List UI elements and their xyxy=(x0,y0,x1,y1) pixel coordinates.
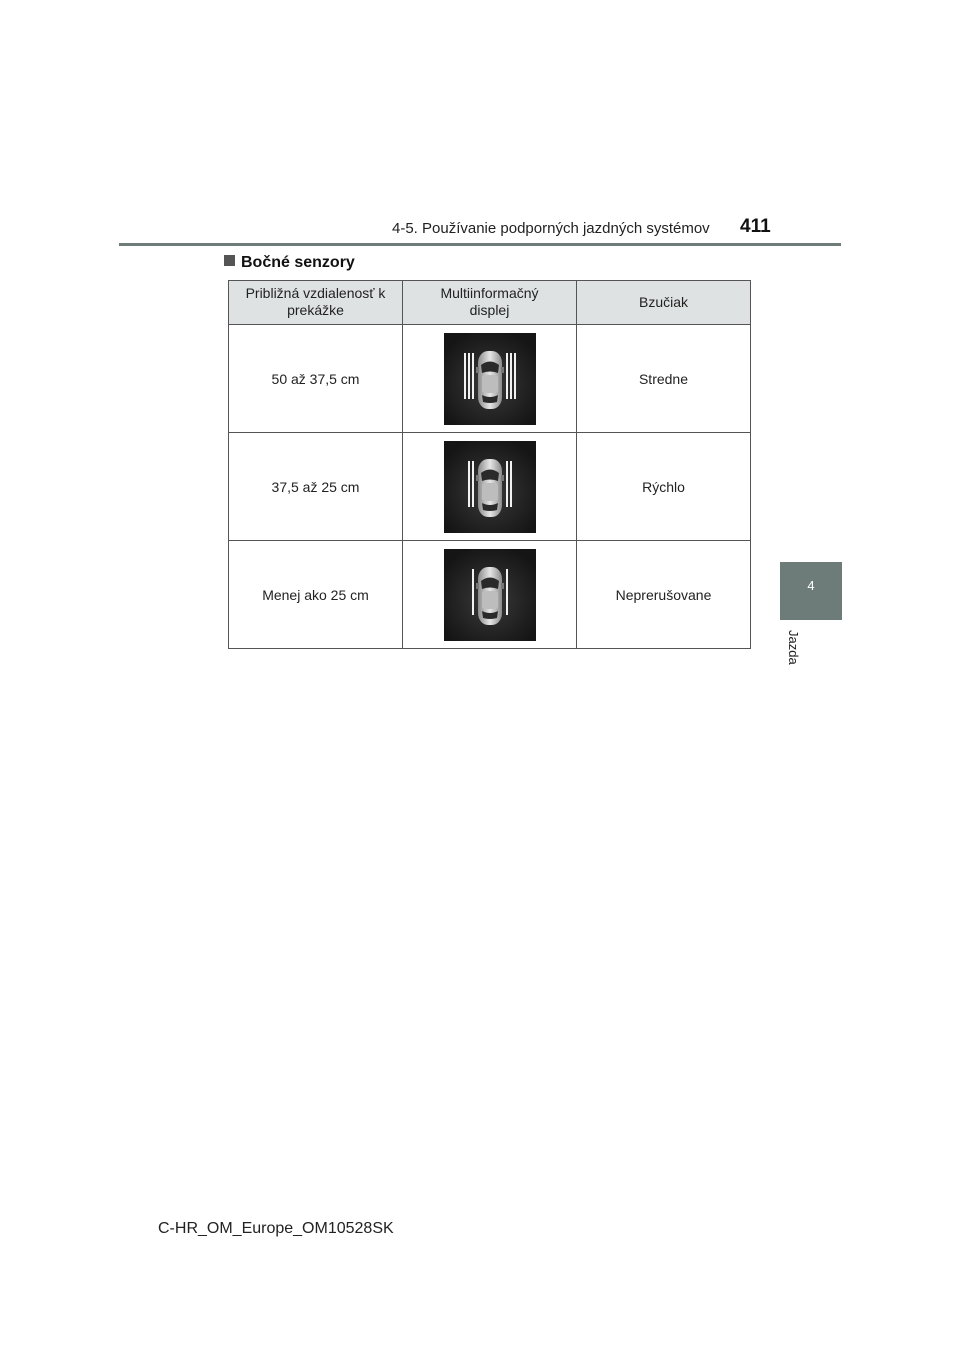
side-sensor-near-display-icon xyxy=(444,549,536,641)
side-sensor-far-display-icon xyxy=(444,333,536,425)
column-header-distance: Približná vzdialenosť k prekážke xyxy=(229,281,403,325)
car-top-view-icon xyxy=(476,351,504,409)
distance-cell: 37,5 až 25 cm xyxy=(229,433,403,541)
column-header-buzzer: Bzučiak xyxy=(577,281,751,325)
page-number: 411 xyxy=(740,216,771,237)
table-row xyxy=(229,433,751,541)
left-sensor-bar xyxy=(472,569,474,615)
distance-cell: Menej ako 25 cm xyxy=(229,541,403,649)
right-sensor-bar xyxy=(514,353,516,399)
chapter-tab xyxy=(780,562,842,620)
right-sensor-bar xyxy=(506,461,508,507)
left-sensor-bar xyxy=(468,461,470,507)
left-sensor-bar xyxy=(472,461,474,507)
distance-cell: 50 až 37,5 cm xyxy=(229,325,403,433)
footer-document-code: C-HR_OM_Europe_OM10528SK xyxy=(158,1220,394,1237)
table-row xyxy=(229,541,751,649)
column-header-display: Multiinformačný displej xyxy=(403,281,577,325)
right-sensor-bar xyxy=(506,569,508,615)
table-row xyxy=(229,325,751,433)
display-cell xyxy=(403,541,577,649)
chapter-label: Jazda xyxy=(786,630,801,665)
buzzer-cell: Neprerušovane xyxy=(577,541,751,649)
section-heading xyxy=(224,254,355,272)
header-rule xyxy=(119,243,841,246)
table-header-row xyxy=(229,281,751,325)
display-cell xyxy=(403,433,577,541)
car-top-view-icon xyxy=(476,459,504,517)
display-cell xyxy=(403,325,577,433)
right-sensor-bar xyxy=(510,461,512,507)
side-sensor-mid-display-icon xyxy=(444,441,536,533)
header-section-title: 4-5. Používanie podporných jazdných systémov xyxy=(392,220,710,237)
buzzer-cell: Stredne xyxy=(577,325,751,433)
square-bullet-icon xyxy=(224,255,235,266)
left-sensor-bar xyxy=(468,353,470,399)
left-sensor-bar xyxy=(464,353,466,399)
left-sensor-bar xyxy=(472,353,474,399)
buzzer-cell: Rýchlo xyxy=(577,433,751,541)
car-top-view-icon xyxy=(476,567,504,625)
right-sensor-bar xyxy=(506,353,508,399)
chapter-tab-number: 4 xyxy=(807,578,815,593)
side-sensor-table xyxy=(228,280,751,649)
section-heading-text: Bočné senzory xyxy=(241,254,355,271)
right-sensor-bar xyxy=(510,353,512,399)
